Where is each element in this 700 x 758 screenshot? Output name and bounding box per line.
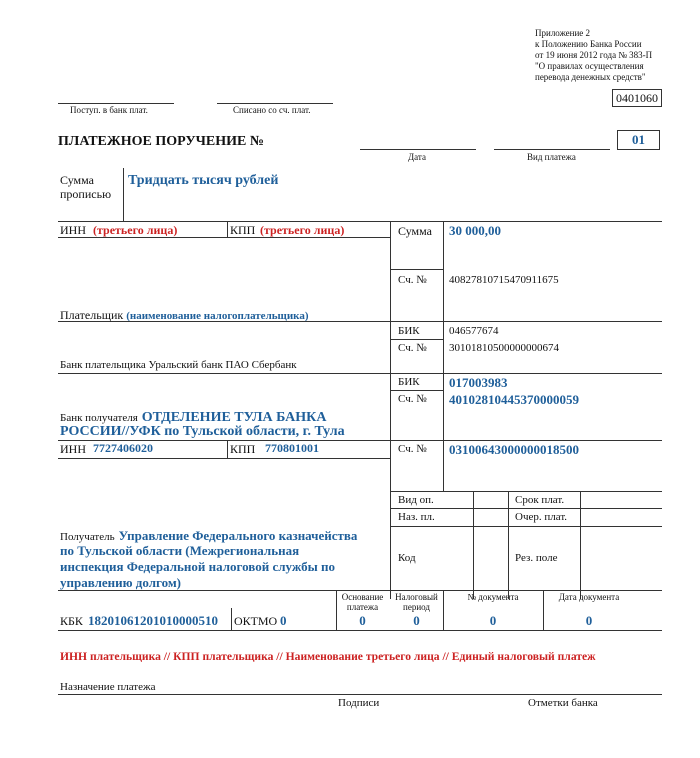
recipient-value-2: по Тульской области (Межрегиональная — [60, 543, 300, 558]
recipient-inn-kpp-divider — [227, 440, 228, 458]
kbk-label: КБК — [60, 614, 83, 628]
payer-kpp-label: КПП — [230, 223, 256, 237]
recipient-bik-value: 017003983 — [449, 375, 508, 390]
payer-bik-value: 046577674 — [449, 325, 499, 337]
appendix-line-1: Приложение 2 — [535, 28, 591, 38]
payer-bank-row-bottom — [58, 373, 662, 374]
op-type-label: Вид оп. — [398, 494, 434, 506]
codes-row-top — [390, 491, 662, 492]
recipient-account-label: Сч. № — [398, 443, 427, 455]
basis-label-2: платежа — [346, 602, 379, 612]
amount-words-label-1: Сумма — [60, 173, 94, 187]
purpose-label: Назначение платежа — [60, 681, 156, 693]
term-label: Срок плат. — [515, 494, 565, 506]
doc-no-value: 0 — [489, 613, 497, 628]
account-row-bottom — [390, 321, 662, 322]
period-label-1: Налоговый — [395, 592, 438, 602]
recipient-bank-label-text: Банк получателя — [60, 412, 138, 424]
doc-date-label: Дата документа — [558, 592, 620, 602]
recipient-value-3: инспекция Федеральной налоговой службы по — [60, 559, 335, 574]
amount-row-bottom — [390, 269, 443, 270]
oktmo-value: 0 — [280, 613, 287, 628]
received-line — [58, 103, 174, 104]
oktmo-label: ОКТМО — [234, 614, 278, 628]
amount-words-label-2: прописью — [60, 187, 112, 201]
recipient-bank-account-value: 40102810445370000059 — [449, 392, 579, 407]
amount-value: 30 000,00 — [449, 223, 501, 238]
purpose-bottom-line — [58, 694, 662, 695]
codes-row-2-bottom — [390, 526, 662, 527]
recipient-inn-label: ИНН — [60, 442, 86, 456]
payer-account-value: 40827810715470911675 — [449, 274, 559, 286]
recipient-value-1: Управление Федерального казначейства — [118, 528, 358, 543]
doc-date-value: 0 — [585, 613, 593, 628]
payer-corr-account-value: 30101810500000000674 — [449, 342, 559, 354]
kbk-oktmo-divider — [231, 608, 232, 630]
basis-value: 0 — [359, 613, 366, 628]
recipient-bank-value-2: РОССИИ//УФК по Тульской области, г. Тула — [60, 424, 345, 439]
payer-bank-label — [60, 359, 297, 371]
reserve-label: Рез. поле — [515, 552, 558, 564]
date-line — [360, 149, 476, 150]
payer-bank-value: Уральский банк ПАО Сбербанк — [148, 359, 297, 371]
recipient-kpp-label: КПП — [230, 442, 256, 456]
recipient-value-4: управлению долгом) — [60, 575, 182, 590]
appendix-line-5: перевода денежных средств" — [535, 72, 646, 82]
page-title: ПЛАТЕЖНОЕ ПОРУЧЕНИЕ № — [58, 134, 264, 149]
appendix-line-2: к Положению Банка России — [535, 39, 642, 49]
payer-bank-label-text: Банк плательщика — [60, 359, 146, 371]
payer-kpp-value: (третьего лица) — [260, 223, 345, 237]
recipient-inn-value: 7727406020 — [93, 441, 153, 455]
amount-words-value: Тридцать тысяч рублей — [128, 173, 279, 188]
recipient-bank-account-label: Сч. № — [398, 393, 427, 405]
debited-label: Списано со сч. плат. — [233, 105, 311, 115]
recipient-kpp-value: 770801001 — [265, 441, 319, 455]
payer-value: (наименование налогоплательщика) — [126, 310, 309, 322]
recipient-bik-label: БИК — [398, 376, 420, 388]
signatures-label: Подписи — [338, 697, 380, 709]
form-code-box: 0401060 — [612, 89, 662, 107]
bank-marks-label: Отметки банка — [528, 697, 598, 709]
debited-line — [217, 103, 333, 104]
received-label: Поступ. в банк плат. — [70, 105, 148, 115]
payer-corr-account-label: Сч. № — [398, 342, 427, 354]
date-label: Дата — [408, 152, 426, 162]
payer-account-label: Сч. № — [398, 274, 427, 286]
period-value: 0 — [413, 613, 420, 628]
amount-words-divider — [123, 168, 124, 221]
payer-inn-label: ИНН — [60, 223, 86, 237]
status-code-box: 01 — [617, 130, 660, 150]
inn-kpp-divider — [227, 221, 228, 237]
codes-row-1-bottom — [390, 508, 662, 509]
kbk-value: 18201061201010000510 — [88, 613, 218, 628]
purpose-text: ИНН плательщика // КПП плательщика // Наименование третьего лица // Единый налоговый платеж — [60, 650, 596, 663]
appendix-line-3: от 19 июня 2012 года № 383-П — [535, 50, 653, 60]
recipient-bank-value-1: ОТДЕЛЕНИЕ ТУЛА БАНКА — [141, 410, 327, 425]
recipient-label-text: Получатель — [60, 531, 115, 543]
middle-divider — [390, 221, 391, 599]
payer-label-text: Плательщик — [60, 308, 124, 322]
doc-no-label: № документа — [467, 592, 519, 602]
amount-label: Сумма — [398, 224, 432, 238]
tax-row-bottom — [58, 630, 662, 631]
recipient-account-value: 03100643000000018500 — [449, 442, 579, 457]
recipient-bik-row-bottom — [390, 390, 443, 391]
appendix-line-4: "О правилах осуществления — [535, 61, 644, 71]
code-label: Код — [398, 552, 416, 564]
label-value-divider — [443, 221, 444, 491]
purpose-code-label: Наз. пл. — [398, 511, 435, 523]
payer-inn-value: (третьего лица) — [93, 223, 178, 237]
order-label: Очер. плат. — [515, 511, 568, 523]
bik-row-bottom — [390, 339, 443, 340]
row-line-payer-top — [58, 221, 662, 222]
payment-type-label: Вид платежа — [527, 152, 576, 162]
basis-label-1: Основание — [341, 592, 384, 602]
period-label-2: период — [403, 602, 430, 612]
payment-type-line — [494, 149, 610, 150]
payer-label — [60, 308, 309, 323]
recipient-inn-row-bottom — [58, 458, 390, 459]
payer-bik-label: БИК — [398, 325, 420, 337]
